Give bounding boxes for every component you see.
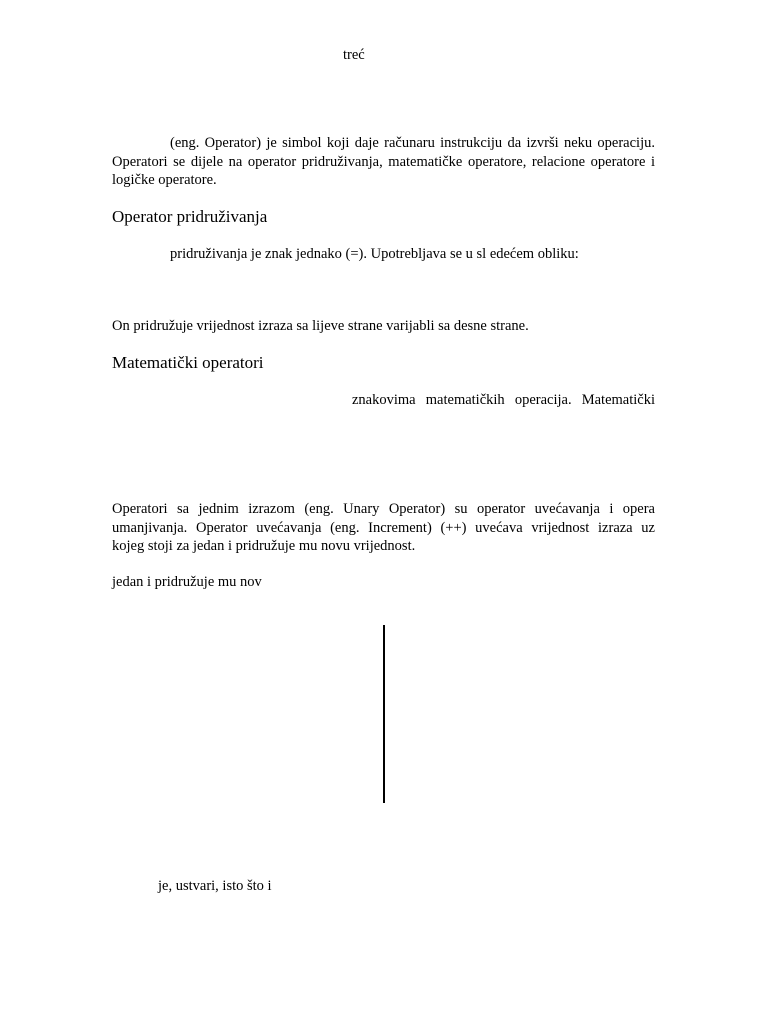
- unary-paragraph: [112, 500, 655, 556]
- top-fragment-text: treć: [343, 47, 365, 63]
- intro-line-1: (eng. Operator) je simbol koji daje računaru instrukciju da izvrši neku operaciju.: [170, 135, 655, 151]
- intro-line-2: Operatori se dijele na operator pridruživanja, matematičke operatore, relacione operatore i: [112, 153, 655, 170]
- unary-line-1: Operatori sa jednim izrazom (eng. Unary Operator) su operator uvećavanja i opera: [112, 501, 655, 517]
- math-heading: Matematički operatori: [112, 353, 264, 372]
- vertical-divider-line: [383, 625, 385, 803]
- bottom-fragment-text: je, ustvari, isto što i: [158, 878, 272, 894]
- intro-paragraph: [112, 134, 655, 190]
- intro-line-3: logičke operatore.: [112, 172, 217, 188]
- assignment-text-2: On pridružuje vrijednost izraza sa lijeve strane varijabli sa desne strane.: [112, 318, 529, 334]
- repeat-fragment-text: jedan i pridružuje mu nov: [112, 574, 262, 590]
- assignment-text-1: pridruživanja je znak jednako (=). Upotrebljava se u sl edećem obliku:: [170, 246, 579, 262]
- assignment-heading: Operator pridruživanja: [112, 207, 268, 226]
- unary-line-3: kojeg stoji za jedan i pridružuje mu novu vrijednost.: [112, 538, 416, 554]
- math-fragment-text: znakovima matematičkih operacija. Matematički: [352, 392, 655, 408]
- unary-line-2: umanjivanja. Operator uvećavanja (eng. Increment) (++) uvećava vrijednost izraza uz: [112, 519, 655, 536]
